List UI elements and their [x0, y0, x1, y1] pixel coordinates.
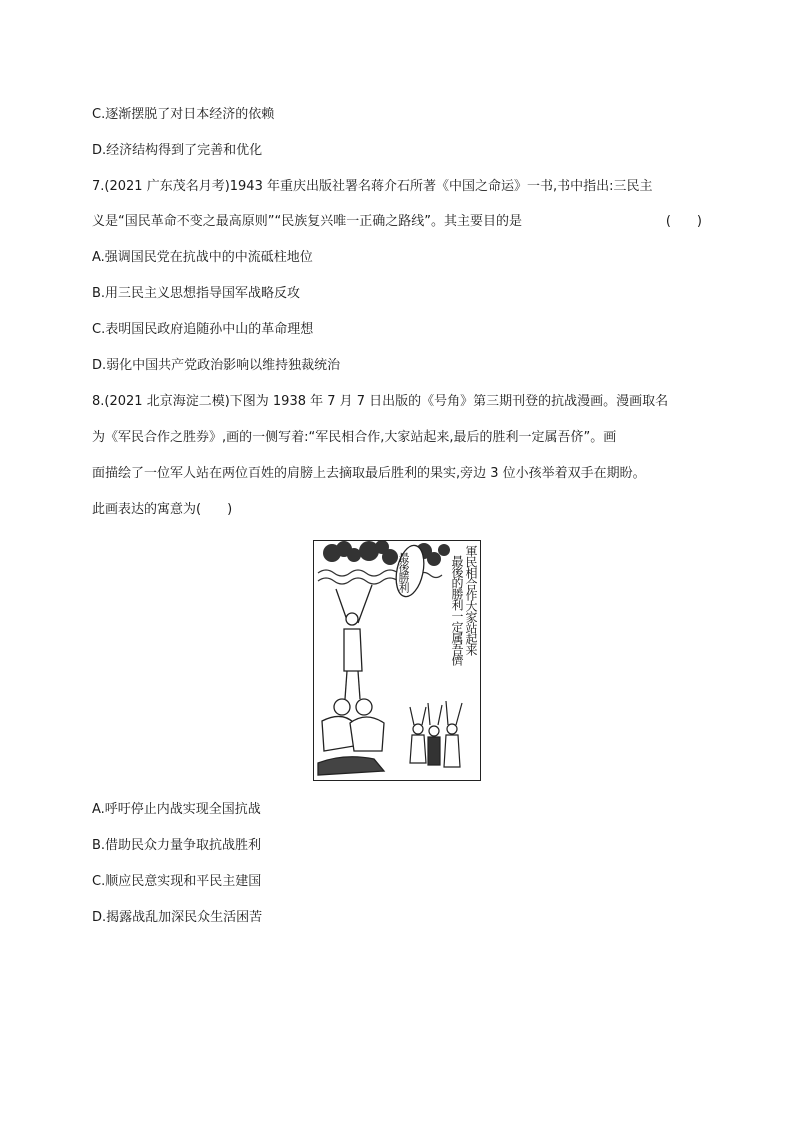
civilian-figures	[318, 699, 384, 775]
q7-option-c: C.表明国民政府追随孙中山的革命理想	[92, 322, 314, 337]
q7-option-b: B.用三民主义思想指导国军战略反攻	[92, 286, 301, 301]
q7-stem-line-2: 义是“国民革命不变之最高原则”“民族复兴唯一正确之路线”。其主要目的是	[92, 214, 522, 229]
cloud-shapes	[323, 541, 450, 566]
q8-option-b: B.借助民众力量争取抗战胜利	[92, 838, 262, 853]
soldier-figure	[336, 585, 372, 699]
q8-stem-line-2: 为《军民合作之胜券》,画的一侧写着:“军民相合作,大家站起来,最后的胜利一定属吾侪”。画	[92, 430, 617, 445]
q8-stem-line-1: 8.(2021 北京海淀二模)下图为 1938 年 7 月 7 日出版的《号角》第三期刊登的抗战漫画。漫画取名	[92, 394, 669, 409]
cartoon-caption-column-2: 最後的勝利一定属吾儕	[450, 555, 464, 665]
q8-option-d: D.揭露战乱加深民众生活困苦	[92, 910, 263, 925]
children-figures	[410, 701, 462, 767]
q8-stem-line-4: 此画表达的寓意为( )	[92, 502, 233, 517]
cartoon-figure	[313, 540, 481, 781]
q6-option-d: D.经济结构得到了完善和优化	[92, 143, 263, 158]
q6-option-c: C.逐渐摆脱了对日本经济的依赖	[92, 107, 275, 122]
q7-stem-line-1: 7.(2021 广东茂名月考)1943 年重庆出版社署名蒋介石所著《中国之命运》一书,书中指出:三民主	[92, 179, 653, 194]
cartoon-fruit-text: 最後勝利	[397, 552, 410, 592]
q7-option-a: A.强调国民党在抗战中的中流砥柱地位	[92, 250, 313, 265]
q7-answer-paren: ( )	[665, 214, 702, 229]
q8-option-c: C.顺应民意实现和平民主建国	[92, 874, 262, 889]
q8-stem-line-3: 面描绘了一位军人站在两位百姓的肩膀上去摘取最后胜利的果实,旁边 3 位小孩举着双手在期盼。	[92, 466, 646, 481]
cartoon-caption-column-1: 軍民相合作大家站起来	[464, 545, 478, 655]
q8-option-a: A.呼吁停止内战实现全国抗战	[92, 802, 261, 817]
q7-option-d: D.弱化中国共产党政治影响以维持独裁统治	[92, 358, 341, 373]
